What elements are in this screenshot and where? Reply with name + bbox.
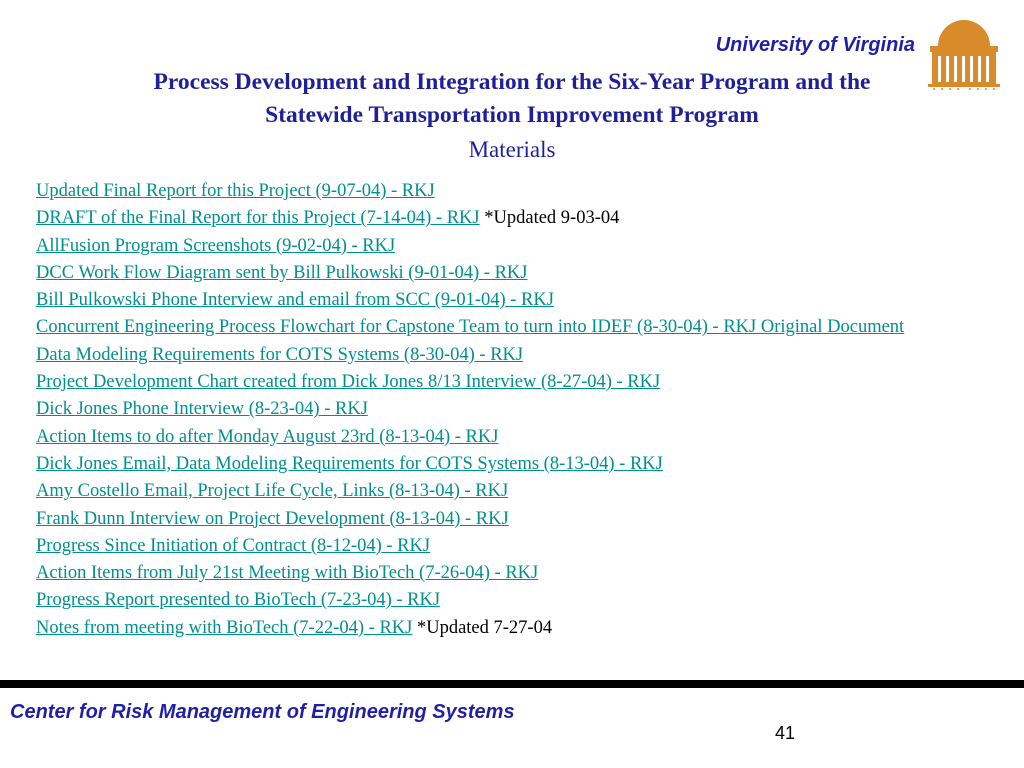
list-item [36,235,996,257]
page-title-line-2: Statewide Transportation Improvement Program [265,102,759,128]
section-heading-materials: Materials [468,137,556,162]
university-name: University of Virginia [715,34,915,56]
link-amy-costello-email[interactable]: Amy Costello Email, Project Life Cycle, Links (8-13-04) - RKJ [36,481,509,502]
link-project-development-chart[interactable]: Project Development Chart created from Dick Jones 8/13 Interview (8-27-04) - RKJ [36,372,661,393]
link-dick-jones-phone-interview[interactable]: Dick Jones Phone Interview (8-23-04) - RKJ [36,399,368,420]
link-action-items-august[interactable]: Action Items to do after Monday August 23rd (8-13-04) - RKJ [36,426,499,447]
list-item [36,344,996,366]
page-number: 41 [774,723,796,743]
link-progress-since-initiation[interactable]: Progress Since Initiation of Contract (8-12-04) - RKJ [36,535,431,556]
list-item [36,617,996,639]
list-item [36,289,996,311]
link-updated-final-report[interactable]: Updated Final Report for this Project (9-07-04) - RKJ [36,181,435,201]
footer-divider [0,680,1024,688]
link-concurrent-engineering-flowchart[interactable]: Concurrent Engineering Process Flowchart for Capstone Team to turn into IDEF (8-30-04) - RKJ Original Document [36,317,905,338]
page-title-line-1: Process Development and Integration for the Six-Year Program and the [153,69,871,95]
list-item [36,262,996,284]
update-note: *Updated 9-03-04 [484,208,620,229]
link-notes-meeting-biotech[interactable]: Notes from meeting with BioTech (7-22-04) - RKJ [36,617,413,638]
list-item [36,207,996,229]
list-item [36,426,996,448]
list-item [36,316,996,338]
page-title [40,66,984,132]
link-allfusion-screenshots[interactable]: AllFusion Program Screenshots (9-02-04) - RKJ [36,235,396,256]
list-item [36,480,996,502]
link-action-items-july[interactable]: Action Items from July 21st Meeting with BioTech (7-26-04) - RKJ [36,563,539,584]
list-item [36,508,996,530]
link-dick-jones-email[interactable]: Dick Jones Email, Data Modeling Requirements for COTS Systems (8-13-04) - RKJ [36,453,663,474]
list-item [36,180,996,202]
list-item [36,371,996,393]
link-progress-report-biotech[interactable]: Progress Report presented to BioTech (7-23-04) - RKJ [36,590,441,611]
link-data-modeling-requirements[interactable]: Data Modeling Requirements for COTS Systems (8-30-04) - RKJ [36,344,524,365]
list-item [36,453,996,475]
list-item [36,562,996,584]
link-draft-final-report[interactable]: DRAFT of the Final Report for this Project (7-14-04) - RKJ [36,208,480,229]
link-dcc-work-flow-diagram[interactable]: DCC Work Flow Diagram sent by Bill Pulkowski (9-01-04) - RKJ [36,262,528,283]
list-item [36,589,996,611]
link-pulkowski-phone-interview[interactable]: Bill Pulkowski Phone Interview and email from SCC (9-01-04) - RKJ [36,290,554,311]
materials-link-list [36,180,996,644]
link-frank-dunn-interview[interactable]: Frank Dunn Interview on Project Development (8-13-04) - RKJ [36,508,509,529]
list-item [36,535,996,557]
update-note: *Updated 7-27-04 [416,617,553,638]
footer-center-name: Center for Risk Management of Engineering Systems [10,701,515,723]
list-item [36,398,996,420]
